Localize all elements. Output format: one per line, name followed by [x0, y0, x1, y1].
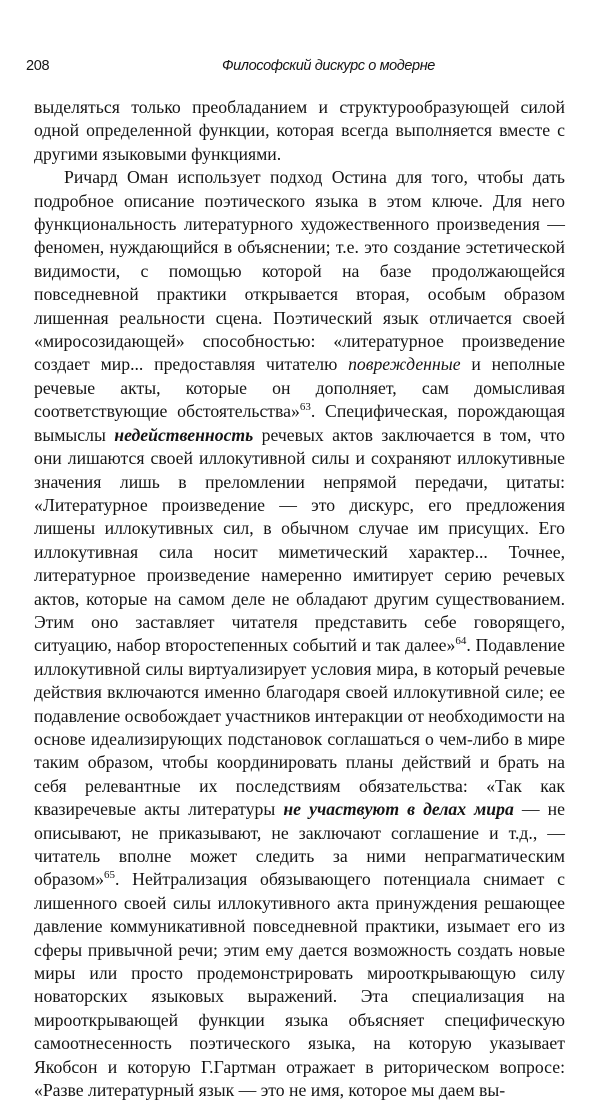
paragraph-2-segment-3: . Специфическая, порождающая вымыслы	[34, 401, 565, 445]
paragraph-1-text: выделяться только преобладанием и структурообразующей силой одной определенной функции, которая всегда выполняется вместе с другими языковыми функциями.	[34, 97, 565, 164]
paragraph-2-segment-6: — не описывают, не приказывают, не заключают соглашение и т.д., — читатель вполне может следить за ними непрагматическим образом»	[34, 799, 565, 890]
paragraph-2-segment-2: и неполные речевые акты, которые он дополняет, сам домысливая соответствующие обстоятельства»	[34, 354, 565, 422]
paragraph-1	[34, 96, 565, 166]
italic-term-nedeystvennost: недейственность	[114, 424, 254, 445]
body-text	[34, 96, 565, 1102]
paragraph-2-segment-4: речевых актов заключается в том, что они лишаются своей иллокутивной силы и сохраняют иллокутивные значения лишь в преломлении непрямой передачи, цитаты: «Литературное произведение — это дискурс, его предложения лишены иллокутивных сил, в обычном случае им присущих. Его иллокутивная сила носит миметический характер... Точнее, литературное произведение намеренно имитирует серию речевых актов, которые на самом деле не обладают другим существованием. Этим оно заставляет читателя представить себе говорящего, ситуацию, набор второстепенных событий и так далее»	[34, 424, 566, 656]
paragraph-2-segment-5: . Подавление иллокутивной силы виртуализирует условия мира, в который речевые действия включаются именно благодаря своей иллокутивной силе; ее подавление освобождает участников интеракции от необходимости на основе идеализирующих подстановок соглашаться о чем-либо в мире таким образом, чтобы координировать планы действий и брать на себя релевантные их последствиям обязательства: «Так как квазиречевые акты литературы	[34, 635, 565, 820]
paragraph-2-segment-7: . Нейтрализация обязывающего потенциала снимает с лишенного своей силы иллокутивного акта принуждения решающее давление коммуникативной повседневной практики, изымает его из сферы привычной речи; этим ему дается возможность создать новые миры или просто продемонстрировать мирооткрывающую силу новаторских языковых выражений. Эта специализация на мирооткрывающей функции языка объясняет специфическую самоотнесенность поэтического языка, на которую указывает Якобсон и которую Г.Гартман отражает в риторическом вопросе: «Разве литературный язык — это не имя, которое мы даем вы-	[34, 869, 565, 1101]
page-number: 208	[26, 58, 50, 74]
footnote-ref-65: 65	[103, 869, 115, 882]
page-header	[26, 58, 574, 82]
paragraph-2	[34, 166, 565, 1102]
running-title: Философский дискурс о модерне	[222, 58, 435, 74]
italic-term-povrezhdennye: поврежденные	[348, 354, 461, 375]
italic-phrase-ne-uchastvuyut: не участвуют в делах мира	[283, 799, 514, 820]
footnote-ref-64: 64	[455, 635, 467, 648]
paragraph-2-segment-1: Ричард Оман использует подход Остина для того, чтобы дать подробное описание поэтического языка в этом ключе. Для него функциональность литературного художественного произведения — феномен, нуждающийся в объяснении; т.е. это создание эстетической видимости, с помощью которой на базе продолжающейся повседневной практики открывается вторая, особым образом лишенная реальности сцена. Поэтический язык отличается своей «миросозидающей» способностью: «литературное произведение создает мир... предоставляя читателю	[34, 167, 565, 375]
footnote-ref-63: 63	[299, 401, 311, 414]
